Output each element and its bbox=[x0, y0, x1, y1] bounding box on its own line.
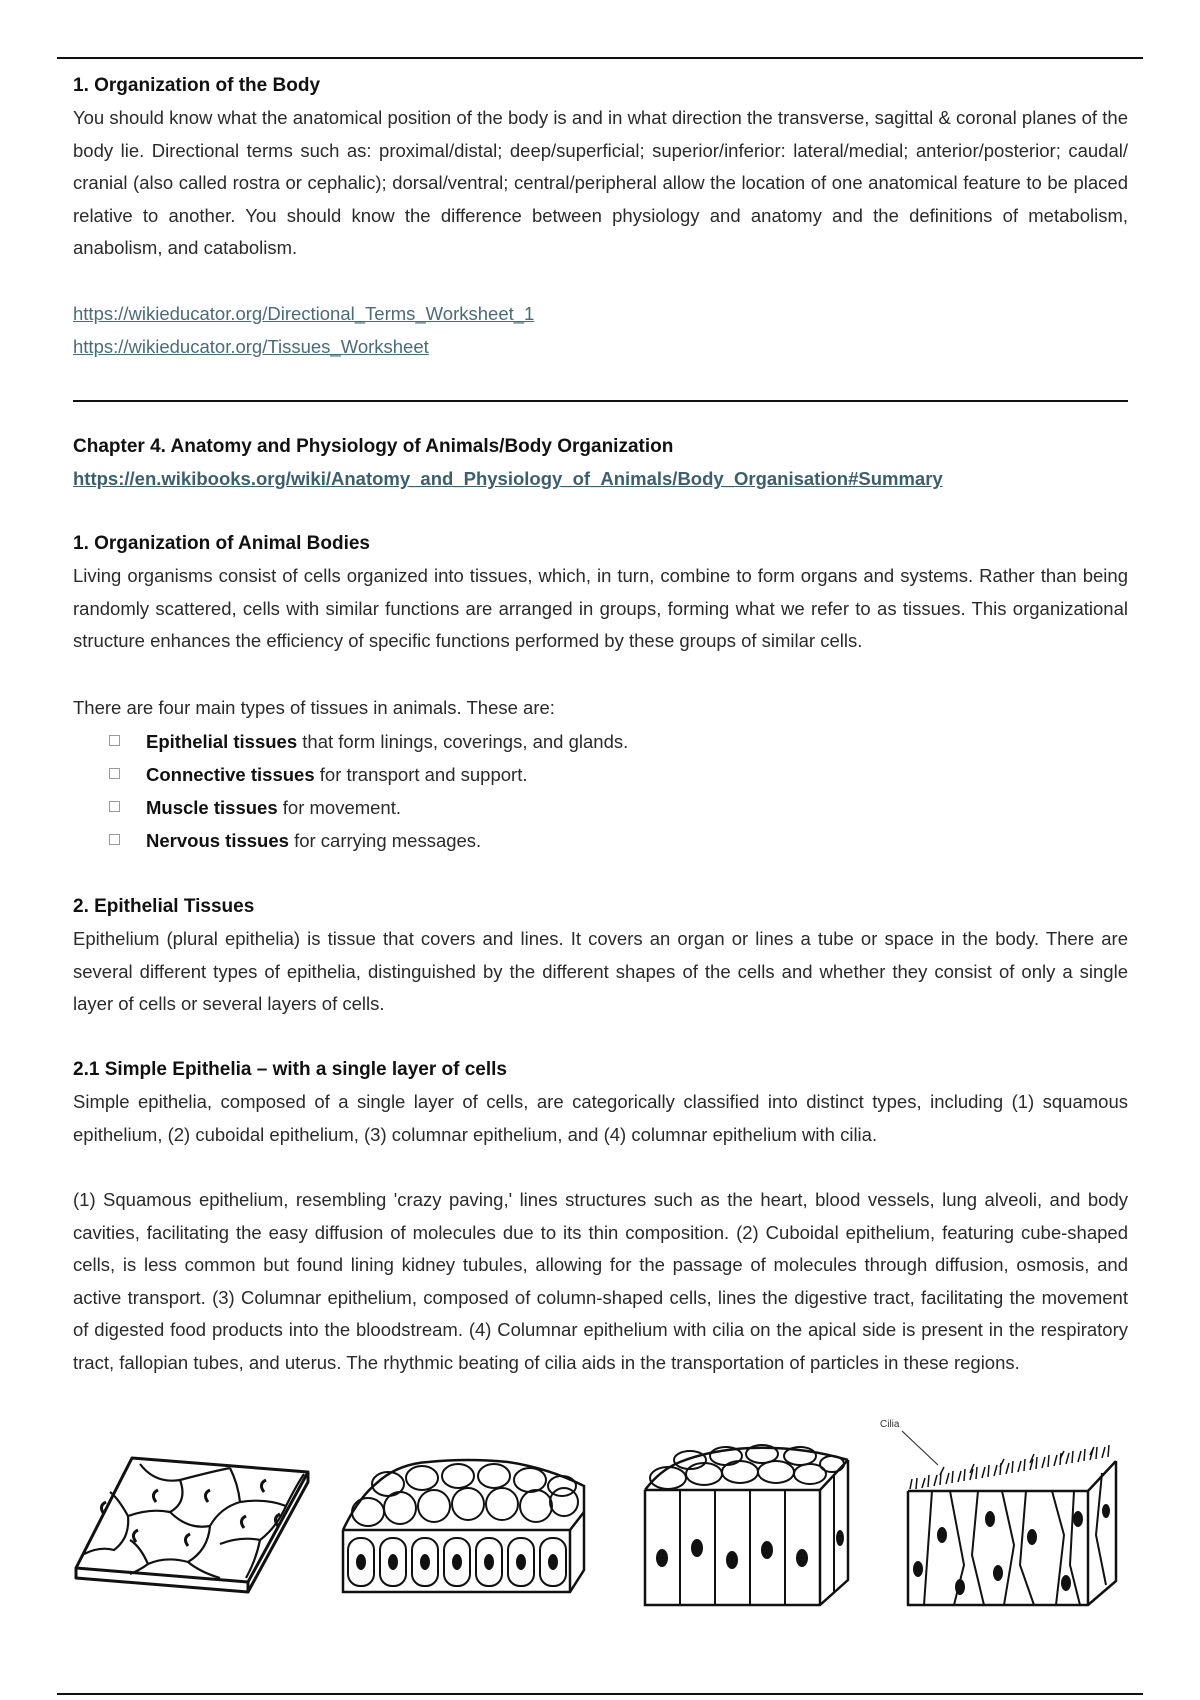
chapter-title: Chapter 4. Anatomy and Physiology of Animals/Body Organization bbox=[73, 436, 674, 457]
tissue-types bbox=[73, 692, 1128, 857]
list-item bbox=[73, 791, 1128, 824]
list-item bbox=[73, 824, 1128, 857]
tissue-desc: for movement. bbox=[277, 796, 402, 818]
link-wikibooks-chapter[interactable]: https://en.wikibooks.org/wiki/Anatomy_and_Physiology_of_Animals/Body_Organisation#Summary bbox=[73, 468, 943, 489]
section-organization-body bbox=[73, 70, 1128, 265]
section-heading: 2.1 Simple Epithelia – with a single layer of cells bbox=[73, 1059, 507, 1080]
list-item bbox=[73, 758, 1128, 791]
columnar-epithelium-illustration bbox=[640, 1440, 855, 1610]
worksheet-links bbox=[73, 298, 1128, 363]
tissue-desc: that form linings, coverings, and glands. bbox=[297, 730, 629, 752]
cilia-label: Cilia bbox=[880, 1419, 900, 1430]
tissue-desc: for carrying messages. bbox=[288, 829, 482, 851]
checkbox-icon bbox=[109, 801, 120, 812]
chapter-header bbox=[73, 431, 1128, 496]
checkbox-icon bbox=[109, 735, 120, 746]
section-body: Living organisms consist of cells organized into tissues, which, in turn, combine to form organs and systems. Rather than being randomly scattered, cells with similar functions are arranged in groups, forming what we refer to as tissues. This organizational structure enhances the efficiency of specific functions performed by these groups of similar cells. bbox=[73, 565, 1128, 651]
bottom-divider bbox=[57, 1693, 1143, 1695]
section-epithelial-tissues bbox=[73, 891, 1128, 1021]
tissue-term: Epithelial tissues bbox=[146, 730, 298, 752]
section-body: You should know what the anatomical position of the body is and in what direction the transverse, sagittal & coronal planes of the body lie. Directional terms such as: proximal/distal; deep/superficial; superior/inferior: lateral/medial; anterior/posterior; caudal/ cranial (also called rostra or cephalic); dorsal/ventral; central/peripheral allow the location of one anatomical feature to be placed relative to another. You should know the difference between physiology and anatomy and the definitions of metabolism, anabolism, and catabolism. bbox=[73, 107, 1128, 258]
epithelia-details bbox=[73, 1184, 1128, 1379]
checkbox-icon bbox=[109, 768, 120, 779]
tissue-desc: for transport and support. bbox=[314, 763, 528, 785]
section-body: Simple epithelia, composed of a single layer of cells, are categorically classified into distinct types, including (1) squamous epithelium, (2) cuboidal epithelium, (3) columnar epithelium, and (4) columnar epithelium with cilia. bbox=[73, 1091, 1128, 1145]
tissue-term: Nervous tissues bbox=[146, 829, 289, 851]
top-divider bbox=[57, 57, 1143, 59]
tissue-intro: There are four main types of tissues in animals. These are: bbox=[73, 697, 555, 718]
cuboidal-epithelium-illustration bbox=[338, 1452, 593, 1602]
section-body: Epithelium (plural epithelia) is tissue that covers and lines. It covers an organ or lines a tube or space in the body. There are several different types of epithelia, distinguished by the different shapes of the cells and whether they consist of only a single layer of cells or several layers of cells. bbox=[73, 928, 1128, 1014]
section-divider bbox=[73, 400, 1128, 402]
link-directional-terms[interactable]: https://wikieducator.org/Directional_Terms_Worksheet_1 bbox=[73, 303, 535, 324]
tissue-term: Connective tissues bbox=[146, 763, 315, 785]
list-item bbox=[73, 725, 1128, 758]
checkbox-icon bbox=[109, 834, 120, 845]
tissue-list bbox=[73, 725, 1128, 857]
section-heading: 1. Organization of the Body bbox=[73, 75, 321, 96]
squamous-epithelium-illustration bbox=[70, 1450, 315, 1600]
link-tissues-worksheet[interactable]: https://wikieducator.org/Tissues_Worksheet bbox=[73, 335, 429, 357]
section-animal-bodies bbox=[73, 528, 1128, 658]
epithelia-illustrations bbox=[0, 1410, 1200, 1610]
section-heading: 1. Organization of Animal Bodies bbox=[73, 533, 370, 554]
ciliated-columnar-epithelium-illustration bbox=[880, 1415, 1130, 1610]
section-heading: 2. Epithelial Tissues bbox=[73, 896, 255, 917]
tissue-term: Muscle tissues bbox=[146, 796, 278, 818]
epithelia-detail-text: (1) Squamous epithelium, resembling 'crazy paving,' lines structures such as the heart, blood vessels, lung alveoli, and body cavities, facilitating the easy diffusion of molecules due to its thin composition. (2) Cuboidal epithelium, featuring cube-shaped cells, is less common but found lining kidney tubules, allowing for the passage of molecules through diffusion, osmosis, and active transport. (3) Columnar epithelium, composed of column-shaped cells, lines the digestive tract, facilitating the movement of digested food products into the bloodstream. (4) Columnar epithelium with cilia on the apical side is present in the respiratory tract, fallopian tubes, and uterus. The rhythmic beating of cilia aids in the transportation of particles in these regions. bbox=[73, 1189, 1128, 1373]
section-simple-epithelia bbox=[73, 1054, 1128, 1151]
